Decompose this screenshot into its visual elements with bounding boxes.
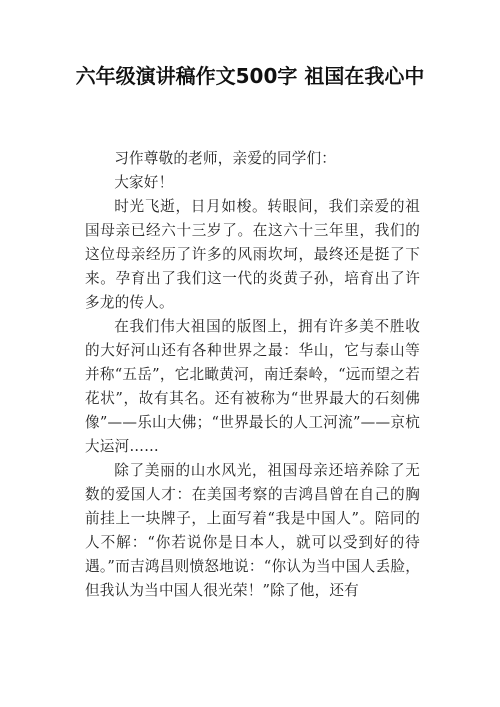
paragraph-talents: 除了美丽的山水风光，祖国母亲还培养除了无数的爱国人才：在美国考察的吉鸿昌曾在自己的胸前挂上一块牌子，上面写着“我是中国人”。陪同的人不解：“你若说你是日本人，就可以受到好的待遇。”而吉鸿昌则愤怒地说：“你认为当中国人丢脸，但我认为当中国人很光荣！”除了他，还有 xyxy=(85,462,420,599)
document-body xyxy=(85,147,420,603)
paragraph-hello: 大家好！ xyxy=(114,174,174,191)
paragraph-time: 时光飞逝，日月如梭。转眼间，我们亲爱的祖国母亲已经六十三岁了。在这六十三年里，我们的这位母亲经历了许多的风雨坎坷，最终还是挺了下来。孕育出了我们这一代的炎黄子孙，培育出了许多龙的传人。 xyxy=(85,198,420,311)
paragraph-greeting: 习作尊敬的老师，亲爱的同学们： xyxy=(114,150,337,167)
paragraph-landscape: 在我们伟大祖国的版图上，拥有许多美不胜收的大好河山还有各种世界之最：华山，它与泰山等并称“五岳”，它北瞰黄河，南迁秦岭，“远而望之若花状”，故有其名。还有被称为“世界最大的石刻佛像”——乐山大佛；“世界最长的人工河流”——京杭大运河…… xyxy=(85,318,420,455)
document-title: 六年级演讲稿作文500字 祖国在我心中 xyxy=(75,64,425,88)
